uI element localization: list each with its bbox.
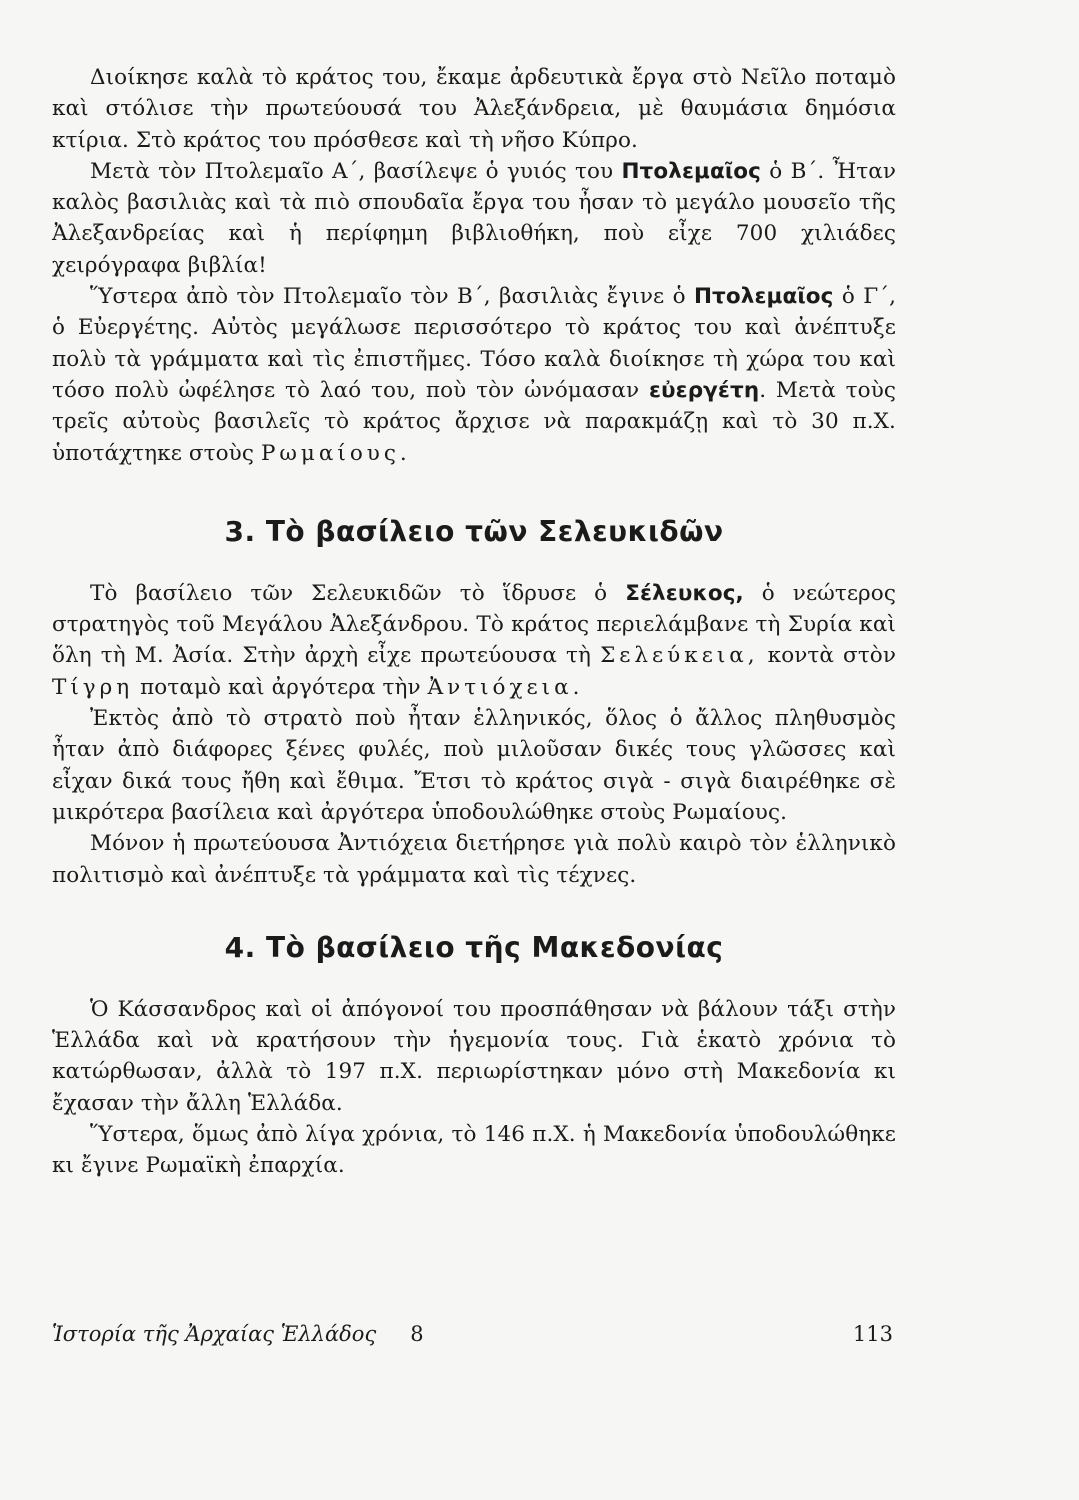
paragraph-text: ὁ Β΄. Ἦταν καλὸς βασιλιὰς καὶ τὰ πιὸ σπουδαῖα ἔργα του ἦσαν τὸ μεγάλο μουσεῖο τῆς Ἀλεξανδρείας καὶ ἡ περίφημη βιβλιοθήκη, ποὺ εἶχε 700 χιλιάδες χειρόγραφα βιβλία! xyxy=(52,158,897,278)
spaced-word: Τίγρη xyxy=(52,674,134,700)
paragraph-text: Τὸ βασίλειο τῶν Σελευκιδῶν τὸ ἵδρυσε ὁ xyxy=(90,580,608,606)
spaced-word: Σελεύκεια, xyxy=(600,643,759,669)
paragraph-text: Διοίκησε καλὰ τὸ κράτος του, ἔκαμε ἀρδευτικὰ ἔργα στὸ Νεῖλο ποταμὸ καὶ στόλισε τὴν πρωτεύουσά του Ἀλεξάνδρεια, μὲ θαυμάσια δημόσια κτίρια. Στὸ κράτος του πρόσθεσε καὶ τὴ νῆσο Κύπρο. xyxy=(52,65,896,153)
paragraph xyxy=(52,578,896,703)
paragraph xyxy=(52,828,896,891)
spaced-word: Ἀντιόχεια. xyxy=(427,674,584,700)
paragraph-text: . Μετὰ τοὺς τρεῖς αὐτοὺς βασιλεῖς τὸ κράτος ἄρχισε νὰ παρακμάζῃ καὶ τὸ 30 π.Χ. ὑποτάχτηκε στοὺς xyxy=(52,377,897,466)
section-ptolemies-continued xyxy=(52,62,896,469)
paragraph-text: ὁ νεώτερος στρατηγὸς τοῦ Μεγάλου Ἀλεξάνδρου. Τὸ κράτος περιελάμβανε τὴ Συρία καὶ ὅλη τὴ Μ. Ἀσία. Στὴν ἀρχὴ εἶχε πρωτεύουσα τὴ xyxy=(52,580,896,669)
paragraph-text: Ὕστερα, ὅμως ἀπὸ λίγα χρόνια, τὸ 146 π.Χ. ἡ Μακεδονία ὑποδουλώθηκε κι ἔγινε Ρωμαϊκὴ ἐπαρχία. xyxy=(52,1122,896,1179)
paragraph-text: Ἐκτὸς ἀπὸ τὸ στρατὸ ποὺ ἦταν ἑλληνικός, ὅλος ὁ ἄλλος πληθυσμὸς ἦταν ἀπὸ διάφορες ξένες φυλές, ποὺ μιλοῦσαν δικές τους γλῶσσες καὶ εἶχαν δικά τους ἤθη καὶ ἔθιμα. Ἔτσι τὸ κράτος σιγὰ - σιγὰ διαιρέθηκε σὲ μικρότερα βασίλεια καὶ ἀργότερα ὑποδουλώθηκε στοὺς Ρωμαίους. xyxy=(52,706,896,825)
paragraph-text: ποταμὸ καὶ ἀργότερα τὴν xyxy=(140,674,421,700)
paragraph-text: Ὕστερα ἀπὸ τὸν Πτολεμαῖο τὸν Β΄, βασιλιὰς ἔγινε ὁ xyxy=(90,284,686,310)
paragraph xyxy=(52,994,896,1119)
book-title: Ἱστορία τῆς Ἀρχαίας Ἑλλάδος xyxy=(52,1322,377,1346)
section-heading: 4. Τὸ βασίλειο τῆς Μακεδονίας xyxy=(224,930,724,964)
footer-left xyxy=(52,1322,424,1346)
bold-name: Πτολεμαῖος xyxy=(621,158,762,184)
paragraph xyxy=(52,281,896,469)
paragraph xyxy=(52,62,896,156)
page-footer xyxy=(52,1322,893,1346)
bold-term: εὐεργέτη xyxy=(648,377,760,403)
bold-name: Πτολεμαῖος xyxy=(693,284,834,310)
section-macedonia xyxy=(52,994,896,1182)
signature-mark: 8 xyxy=(410,1322,424,1346)
paragraph xyxy=(52,156,896,281)
paragraph xyxy=(52,1119,896,1182)
bold-name: Σέλευκος, xyxy=(625,580,744,606)
section-heading: 3. Τὸ βασίλειο τῶν Σελευκιδῶν xyxy=(224,514,724,548)
paragraph-text: Μόνον ἡ πρωτεύουσα Ἀντιόχεια διετήρησε γιὰ πολὺ καιρὸ τὸν ἑλληνικὸ πολιτισμὸ καὶ ἀνέπτυξε τὰ γράμματα καὶ τὶς τέχνες. xyxy=(52,831,896,888)
paragraph xyxy=(52,703,896,828)
spaced-word: Ρωμαίους. xyxy=(260,440,411,466)
page-number: 113 xyxy=(852,1322,893,1346)
paragraph-text: Ὁ Κάσσανδρος καὶ οἱ ἀπόγονοί του προσπάθησαν νὰ βάλουν τάξι στὴν Ἑλλάδα καὶ νὰ κρατήσουν τὴν ἡγεμονία τους. Γιὰ ἑκατὸ χρόνια τὸ κατώρθωσαν, ἀλλὰ τὸ 197 π.Χ. περιωρίστηκαν μόνο στὴ Μακεδονία κι ἔχασαν τὴν ἄλλη Ἑλλάδα. xyxy=(52,996,896,1116)
paragraph-text: ὁ Γ΄, ὁ Εὐεργέτης. Αὐτὸς μεγάλωσε περισσότερο τὸ κράτος του καὶ ἀνέπτυξε πολὺ τὰ γράμματα καὶ τὶς ἐπιστῆμες. Τόσο καλὰ διοίκησε τὴ χώρα του καὶ τόσο πολὺ ὠφέλησε τὸ λαό του, ποὺ τὸν ὠνόμασαν xyxy=(52,284,897,403)
paragraph-text: κοντὰ στὸν xyxy=(767,643,897,669)
paragraph-text: Μετὰ τὸν Πτολεμαῖο Α΄, βασίλεψε ὁ γυιός του xyxy=(90,158,614,184)
section-seleucids xyxy=(52,578,896,891)
